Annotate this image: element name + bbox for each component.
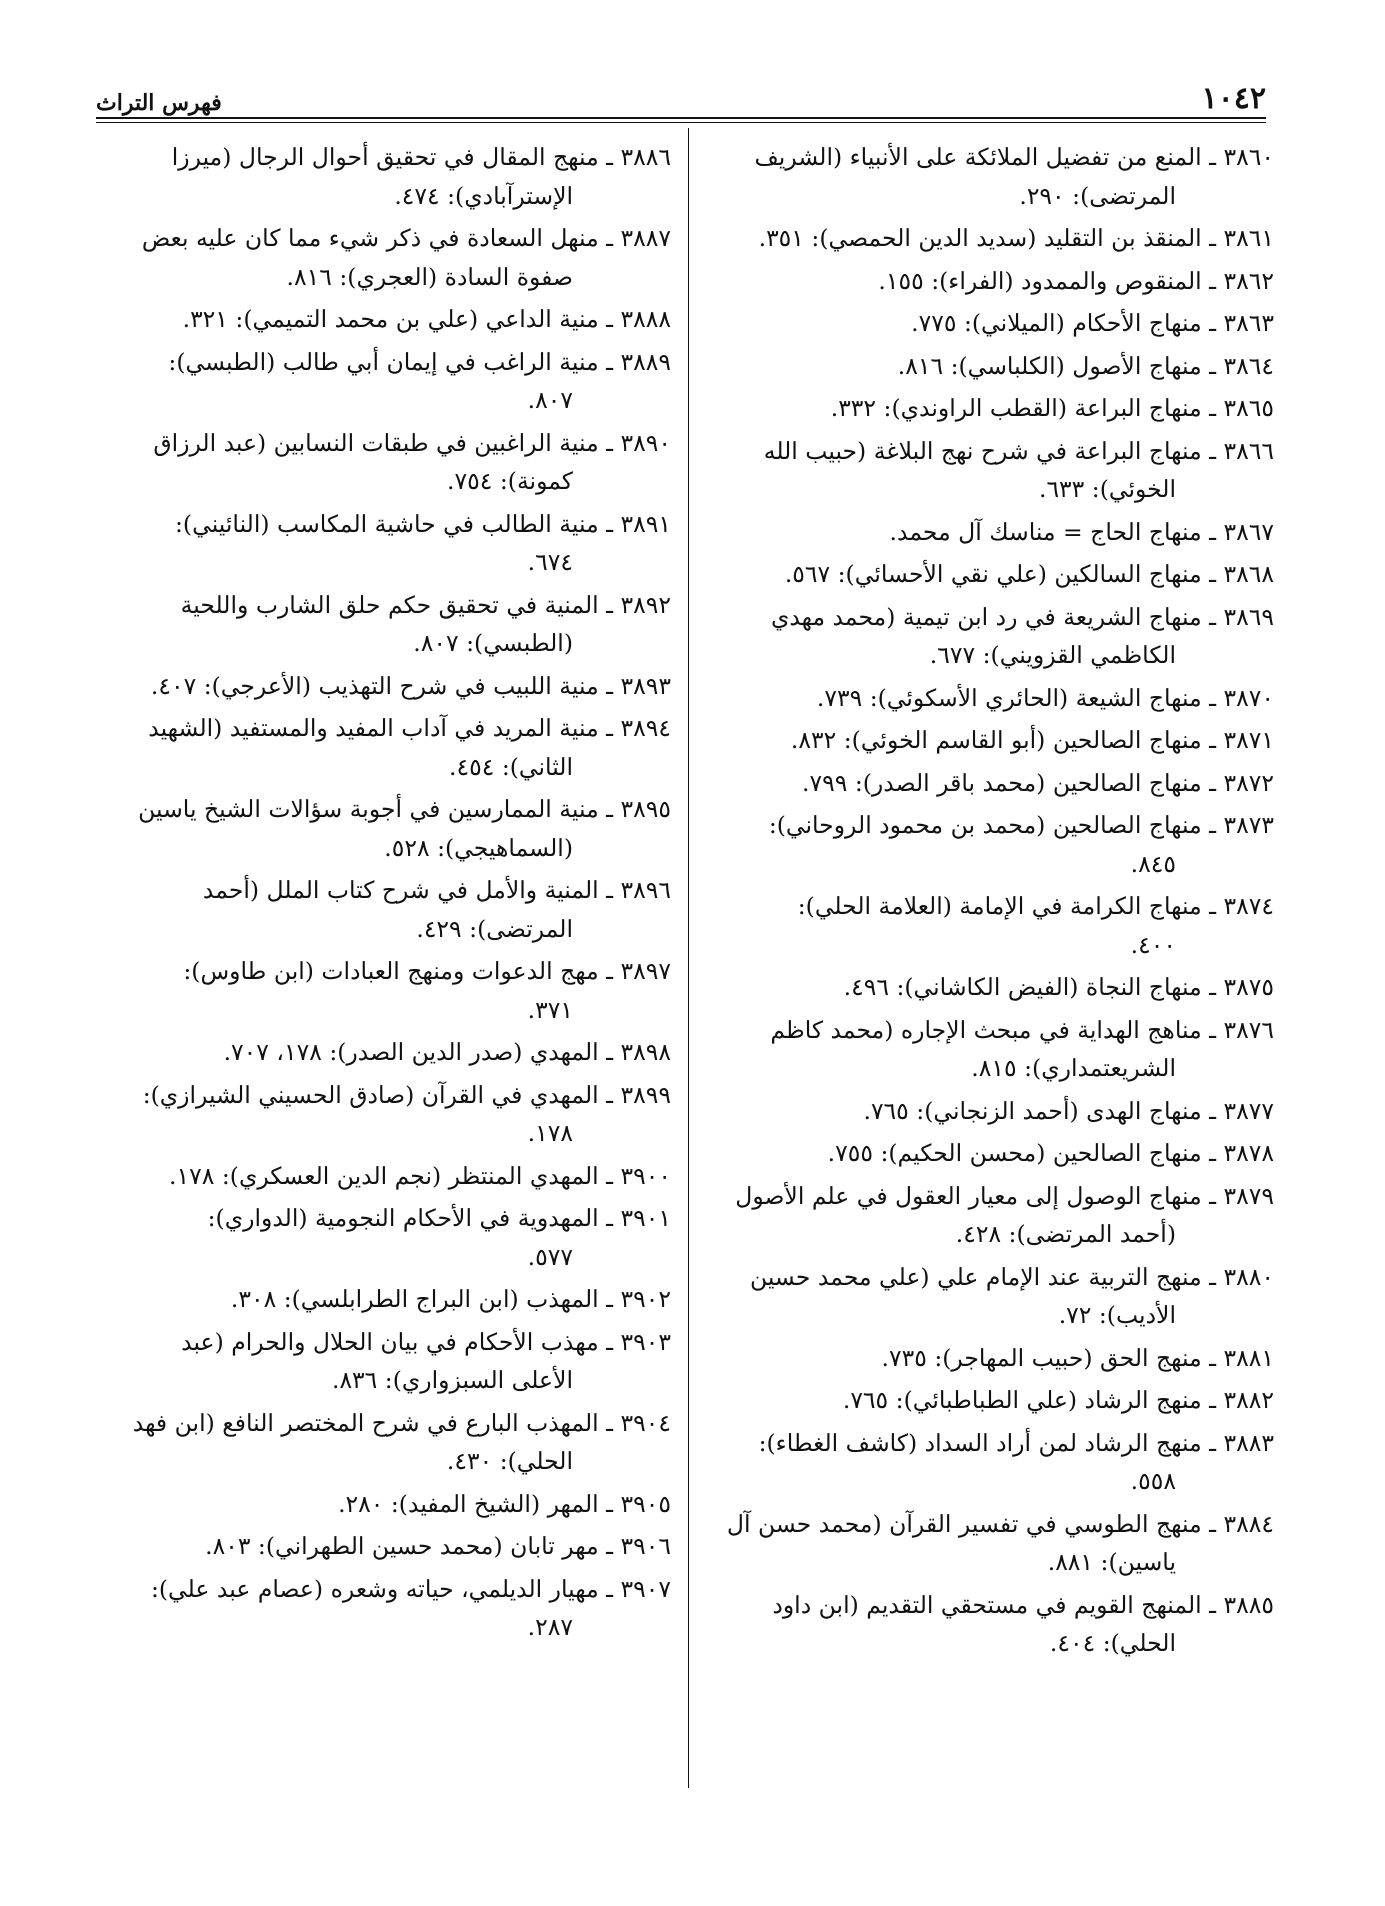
entry-continuation: الأعلى السبزواري): ٨٣٦. <box>331 1366 573 1394</box>
entry-continuation: ٦٧٤. <box>527 548 573 576</box>
entry-text: ٣٩٠١ ـ المهدوية في الأحكام النجومية (الدواري): <box>207 1204 671 1232</box>
entry-continuation: الإسترآبادي): ٤٧٤. <box>394 181 573 210</box>
entry-continuation: الحلي): ٤٠٤. <box>1049 1629 1176 1657</box>
entry-continuation: الثاني): ٤٥٤. <box>449 752 573 781</box>
entry-continuation: ٥٧٧. <box>527 1242 573 1271</box>
index-entry <box>96 709 671 786</box>
entry-text: ٣٨٨٦ ـ منهج المقال في تحقيق أحوال الرجال (ميرزا <box>171 143 671 171</box>
entry-continuation: الكاظمي القزويني): ٦٧٧. <box>929 641 1176 669</box>
entry-continuation: الشريعتمداري): ٨١٥. <box>971 1054 1176 1082</box>
column-divider <box>688 128 689 1788</box>
entry-text: ٣٨٨٩ ـ منية الراغب في إيمان أبي طالب (الطبسي): <box>168 347 671 376</box>
index-entry <box>714 1134 1274 1173</box>
index-entry <box>714 432 1274 509</box>
index-entry <box>714 555 1274 594</box>
entry-text: ٣٨٦٦ ـ منهاج البراعة في شرح نهج البلاغة (حبيب الله <box>763 436 1274 465</box>
entry-text: ٣٩٠٥ ـ المهر (الشيخ المفيد): ٢٨٠. <box>338 1489 671 1518</box>
index-entry <box>714 1177 1274 1254</box>
entry-text: ٣٨٨٤ ـ منهج الطوسي في تفسير القرآن (محمد حسن آل <box>726 1509 1274 1538</box>
index-entry <box>96 1323 671 1400</box>
index-entry <box>714 598 1274 675</box>
entry-text: ٣٨٨٢ ـ منهج الرشاد (علي الطباطبائي): ٧٦٥. <box>842 1386 1274 1414</box>
index-entry <box>714 513 1274 552</box>
entry-text: ٣٨٦٨ ـ منهاج السالكين (علي نقي الأحسائي): ٥٦٧. <box>784 560 1274 588</box>
entry-text: ٣٨٩٢ ـ المنية في تحقيق حكم حلق الشارب واللحية <box>180 590 671 619</box>
entry-text: ٣٨٦٢ ـ المنقوص والممدود (الفراء): ١٥٥. <box>878 266 1274 295</box>
entry-text: ٣٨٧٢ ـ منهاج الصالحين (محمد باقر الصدر): ٧٩٩. <box>802 768 1274 797</box>
index-entry <box>96 505 671 582</box>
entry-text: ٣٨٧٦ ـ مناهج الهداية في مبحث الإجاره (محمد كاظم <box>770 1015 1274 1044</box>
entry-continuation: ٥٥٨. <box>1130 1467 1176 1495</box>
index-entry <box>714 887 1274 964</box>
entry-continuation: الخوئي): ٦٣٣. <box>1038 475 1176 503</box>
running-head <box>96 72 1266 116</box>
entry-text: ٣٨٦٧ ـ منهاج الحاج = مناسك آل محمد. <box>889 517 1274 546</box>
index-entry <box>96 1404 671 1481</box>
header-rule-thin <box>96 122 1266 123</box>
entry-continuation: الأديب): ٧٢. <box>1058 1301 1176 1329</box>
entry-continuation: (أحمد المرتضى): ٤٢٨. <box>955 1220 1176 1248</box>
index-entry <box>714 764 1274 803</box>
index-entry <box>714 262 1274 301</box>
entry-continuation: ياسين): ٨٨١. <box>1047 1548 1176 1576</box>
index-entry <box>714 1505 1274 1582</box>
index-entry <box>96 1199 671 1276</box>
index-entry <box>96 1280 671 1319</box>
entry-text: ٣٩٠٢ ـ المهذب (ابن البراج الطرابلسي): ٣٠٨. <box>230 1285 671 1313</box>
index-column-right <box>714 138 1274 1667</box>
entry-text: ٣٩٠٤ ـ المهذب البارع في شرح المختصر النافع (ابن فهد <box>132 1408 671 1437</box>
entry-text: ٣٨٦٥ ـ منهاج البراعة (القطب الراوندي): ٣٣٢. <box>830 394 1274 422</box>
index-entry <box>714 1092 1274 1131</box>
entry-text: ٣٨٨٧ ـ منهل السعادة في ذكر شيء مما كان عليه بعض <box>141 224 671 252</box>
entry-text: ٣٨٧٥ ـ منهاج النجاة (الفيض الكاشاني): ٤٩٦. <box>843 973 1274 1001</box>
entry-continuation: كمونة): ٧٥٤. <box>447 467 573 495</box>
index-column-left <box>96 138 671 1651</box>
index-entry <box>714 679 1274 718</box>
index-entry <box>96 1485 671 1524</box>
index-entry <box>714 1339 1274 1378</box>
entry-continuation: ١٧٨. <box>527 1119 573 1147</box>
entry-continuation: ٨٤٥. <box>1130 849 1176 878</box>
index-entry <box>714 389 1274 428</box>
entry-continuation: ٢٨٧. <box>527 1613 573 1641</box>
index-entry <box>96 1157 671 1196</box>
entry-text: ٣٨٨٥ ـ المنهج القويم في مستحقي التقديم (ابن داود <box>772 1590 1274 1619</box>
index-entry <box>96 667 671 706</box>
index-entry <box>96 871 671 948</box>
entry-text: ٣٨٦١ ـ المنقذ بن التقليد (سديد الدين الحمصي): ٣٥١. <box>758 224 1274 252</box>
index-entry <box>714 1011 1274 1088</box>
index-entry <box>96 300 671 339</box>
entry-continuation: ٨٠٧. <box>527 386 573 414</box>
entry-text: ٣٩٠٣ ـ مهذب الأحكام في بيان الحلال والحرام (عبد <box>181 1327 671 1356</box>
entry-text: ٣٨٩٣ ـ منية اللبيب في شرح التهذيب (الأعرجي): ٤٠٧. <box>150 671 671 700</box>
entry-continuation: الحلي): ٤٣٠. <box>446 1447 573 1475</box>
index-entry <box>96 1076 671 1153</box>
entry-continuation: المرتضى): ٤٢٩. <box>416 914 573 943</box>
entry-text: ٣٨٨٣ ـ منهج الرشاد لمن أراد السداد (كاشف الغطاء): <box>758 1428 1274 1457</box>
header-rule <box>96 117 1266 119</box>
entry-text: ٣٨٩٤ ـ منية المريد في آداب المفيد والمستفيد (الشهيد <box>148 714 671 742</box>
entry-text: ٣٨٨٠ ـ منهج التربية عند الإمام علي (علي محمد حسين <box>749 1262 1274 1291</box>
index-entry <box>96 343 671 420</box>
index-entry <box>96 424 671 501</box>
entry-text: ٣٨٧٠ ـ منهاج الشيعة (الحائري الأسكوئي): ٧٣٩. <box>816 683 1274 712</box>
index-entry <box>96 138 671 215</box>
index-entry <box>714 1586 1274 1663</box>
entry-text: ٣٨٩٥ ـ منية الممارسين في أجوبة سؤالات الشيخ ياسين <box>138 795 671 823</box>
index-entry <box>714 219 1274 258</box>
entry-text: ٣٨٦٠ ـ المنع من تفضيل الملائكة على الأنبياء (الشريف <box>754 143 1274 171</box>
index-entry <box>96 1570 671 1647</box>
entry-continuation: ٤٠٠. <box>1130 930 1176 959</box>
index-entry <box>714 806 1274 883</box>
entry-text: ٣٩٠٠ ـ المهدي المنتظر (نجم الدين العسكري): ١٧٨. <box>169 1161 671 1190</box>
index-entry <box>96 1527 671 1566</box>
entry-continuation: (السماهيجي): ٥٢٨. <box>384 833 573 862</box>
entry-continuation: (الطبسي): ٨٠٧. <box>413 629 573 657</box>
index-entry <box>96 952 671 1029</box>
entry-text: ٣٩٠٦ ـ مهر تابان (محمد حسين الطهراني): ٨٠٣. <box>205 1532 671 1560</box>
entry-text: ٣٨٦٩ ـ منهاج الشريعة في رد ابن تيمية (محمد مهدي <box>770 602 1274 631</box>
index-entry <box>714 1258 1274 1335</box>
index-entry <box>714 968 1274 1007</box>
index-entry <box>96 790 671 867</box>
index-entry <box>96 586 671 663</box>
entry-text: ٣٨٦٣ ـ منهاج الأحكام (الميلاني): ٧٧٥. <box>911 309 1274 337</box>
entry-continuation: المرتضى): ٢٩٠. <box>1019 181 1176 210</box>
entry-text: ٣٩٠٧ ـ مهيار الديلمي، حياته وشعره (عصام عبد علي): <box>150 1574 671 1603</box>
entry-text: ٣٨٧٨ ـ منهاج الصالحين (محسن الحكيم): ٧٥٥. <box>827 1139 1274 1167</box>
entry-text: ٣٨٨٨ ـ منية الداعي (علي بن محمد التميمي): ٣٢١. <box>182 305 671 333</box>
running-title: فهرس التراث <box>96 90 222 116</box>
index-entry <box>96 219 671 296</box>
index-entry <box>714 1424 1274 1501</box>
entry-text: ٣٨٩٠ ـ منية الراغبين في طبقات النسابين (عبد الرزاق <box>153 428 671 457</box>
entry-text: ٣٨٧٧ ـ منهاج الهدى (أحمد الزنجاني): ٧٦٥. <box>863 1096 1274 1125</box>
index-entry <box>714 347 1274 386</box>
entry-continuation: ٣٧١. <box>527 995 573 1024</box>
entry-text: ٣٨٩٧ ـ مهج الدعوات ومنهج العبادات (ابن طاوس): <box>183 957 671 985</box>
entry-continuation: صفوة السادة (العجري): ٨١٦. <box>286 262 573 291</box>
entry-text: ٣٨٧٩ ـ منهاج الوصول إلى معيار العقول في علم الأصول <box>735 1181 1274 1210</box>
entry-text: ٣٨٦٤ ـ منهاج الأصول (الكلباسي): ٨١٦. <box>897 351 1274 380</box>
index-entry <box>714 721 1274 760</box>
entry-text: ٣٨٧١ ـ منهاج الصالحين (أبو القاسم الخوئي): ٨٣٢. <box>790 726 1274 754</box>
index-entry <box>96 1033 671 1072</box>
index-entry <box>714 304 1274 343</box>
entry-text: ٣٨٨١ ـ منهج الحق (حبيب المهاجر): ٧٣٥. <box>881 1343 1274 1372</box>
entry-text: ٣٨٧٤ ـ منهاج الكرامة في الإمامة (العلامة الحلي): <box>797 892 1274 920</box>
index-entry <box>714 138 1274 215</box>
entry-text: ٣٨٩٨ ـ المهدي (صدر الدين الصدر): ١٧٨، ٧٠٧. <box>223 1038 671 1066</box>
index-entry <box>714 1381 1274 1420</box>
entry-text: ٣٨٩٦ ـ المنية والأمل في شرح كتاب الملل (أحمد <box>202 876 671 904</box>
entry-text: ٣٨٩١ ـ منية الطالب في حاشية المكاسب (النائيني): <box>175 509 671 538</box>
entry-text: ٣٨٩٩ ـ المهدي في القرآن (صادق الحسيني الشيرازي): <box>142 1080 671 1109</box>
entry-text: ٣٨٧٣ ـ منهاج الصالحين (محمد بن محمود الروحاني): <box>768 811 1274 839</box>
page-number: ١٠٤٢ <box>1201 81 1266 116</box>
